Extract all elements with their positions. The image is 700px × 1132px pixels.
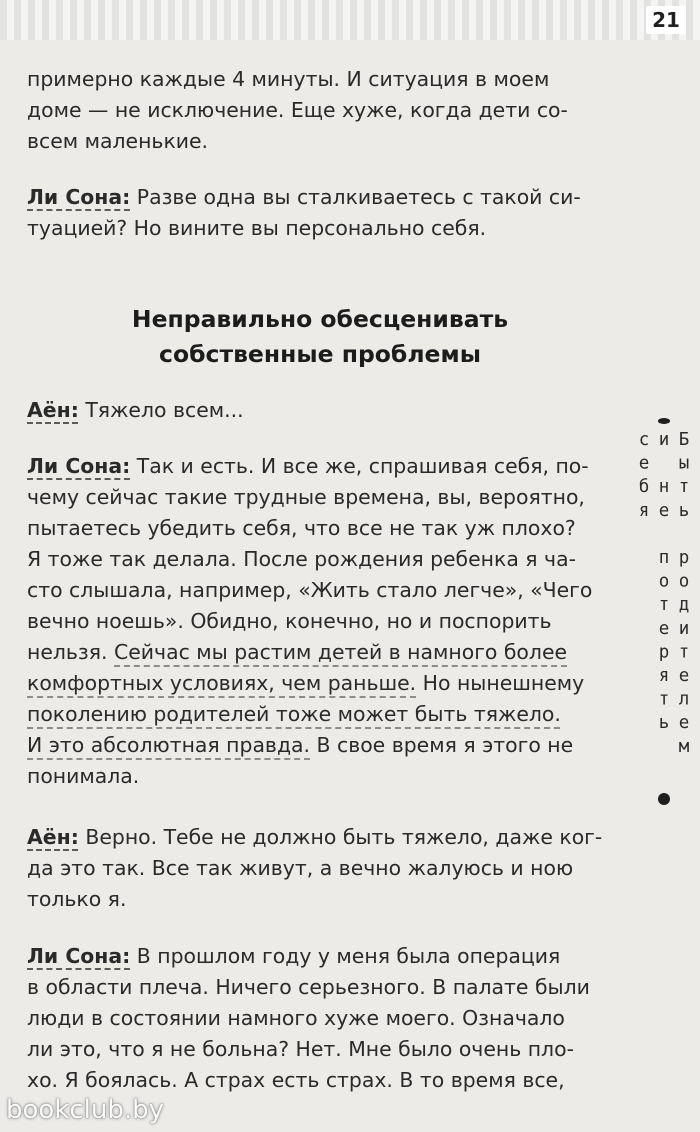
text-span: Но нынешнему [416,671,585,695]
text-line [27,699,613,730]
text-span: Так и есть. И все же, спрашивая себя, по- [130,454,589,478]
text-line: люди в состоянии намного хуже моего. Означало [27,1006,565,1030]
dialogue-ayon-1 [27,395,613,426]
section-heading [27,302,613,372]
highlighted-text: Сейчас мы растим детей в намного более [114,640,568,664]
text-line: Я тоже так делала. После рождения ребенка я ча- [27,547,576,571]
highlighted-text: поколению родителей тоже может быть тяжело. [27,702,561,726]
speaker-name: Ли Сона: [27,185,131,209]
dialogue-lee-sona-2 [27,451,613,792]
text-line [27,822,613,853]
text-line: хо. Я боялась. А страх есть страх. В то время все, [27,1068,565,1092]
text-span: В прошлом году у меня была операция [130,944,561,968]
text-line [27,637,613,668]
text-line [27,182,613,213]
dialogue-lee-sona-3 [27,941,613,1096]
text-span: Разве одна вы сталкиваетесь с такой си- [130,185,581,209]
text-span: нельзя. [27,640,114,664]
text-span: Верно. Тебе не должно быть тяжело, даже ког- [78,825,603,849]
text-line: туацией? Но вините вы персонально себя. [27,216,487,240]
text-line [27,668,613,699]
text-line: понимала. [27,764,140,788]
text-line [27,451,613,482]
text-span: В свое время я этого не [310,733,574,757]
text-span: Тяжело всем... [78,398,244,422]
text-line [27,941,613,972]
text-line: в области плеча. Ничего серьезного. В палате были [27,975,590,999]
paragraph-1 [27,64,613,157]
speaker-name: Ли Сона: [27,944,131,968]
side-running-title [634,410,694,805]
text-line: всем маленькие. [27,129,209,153]
dialogue-ayon-2 [27,822,613,915]
bullet-icon [658,418,670,424]
text-line: только я. [27,887,127,911]
page-number: 21 [646,6,686,34]
text-line: да это так. Все так живут, а вечно жалуюсь и ною [27,856,574,880]
heading-line: собственные проблемы [159,340,481,368]
dialogue-lee-sona-1 [27,182,613,244]
text-line: вечно ноешь». Обидно, конечно, но и поспорить [27,609,552,633]
speaker-name: Ли Сона: [27,454,131,478]
side-title-text: Быть родителем и не потерять себя [634,429,694,761]
text-line: доме — не исключение. Еще хуже, когда дети со- [27,98,568,122]
text-line [27,730,613,761]
text-line: ли это, что я не больна? Нет. Мне было очень пло- [27,1037,574,1061]
text-line [27,395,613,426]
heading-line: Неправильно обесценивать [131,305,509,333]
text-line: чему сейчас такие трудные времена, вы, вероятно, [27,485,585,509]
text-line: сто слышала, например, «Жить стало легче», «Чего [27,578,593,602]
text-line: пытаетесь убедить себя, что все не так уж плохо? [27,516,576,540]
text-line: примерно каждые 4 минуты. И ситуация в моем [27,67,550,91]
highlighted-text: комфортных условиях, чем раньше. [27,671,417,695]
watermark: bookclub.by [6,1095,165,1125]
header-band [0,0,700,40]
speaker-name: Аён: [27,398,79,422]
highlighted-text: И это абсолютная правда. [27,733,311,757]
speaker-name: Аён: [27,825,79,849]
bullet-icon [658,793,670,805]
